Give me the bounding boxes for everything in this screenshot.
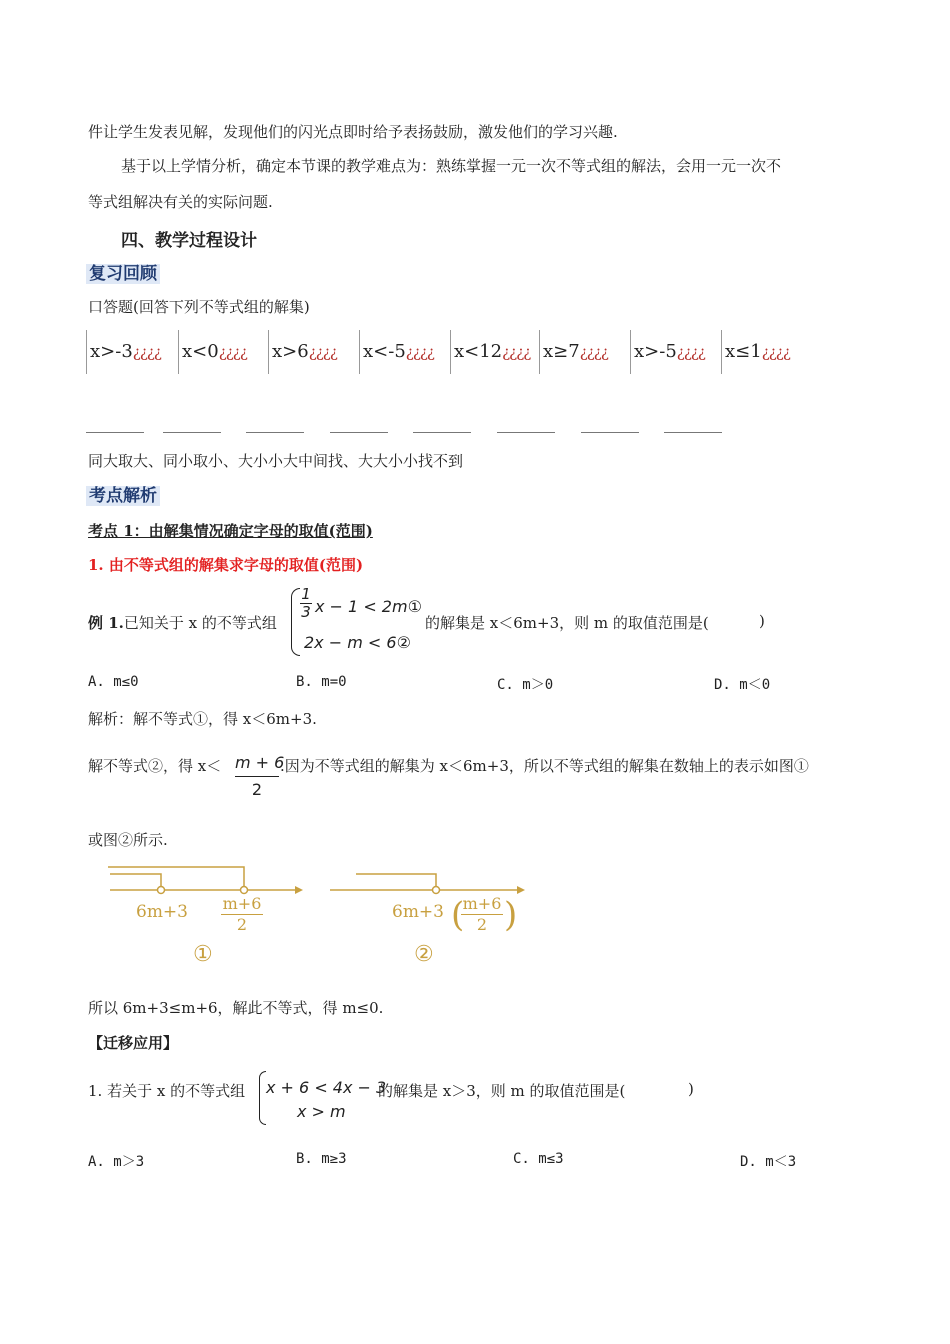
- paragraph-2-line2: 等式组解决有关的实际问题.: [88, 193, 273, 211]
- transfer-eq2: x > m: [297, 1102, 346, 1121]
- option-b: B. m=0: [296, 674, 347, 690]
- example-label: 例 1.已知关于 x 的不等式组: [88, 614, 277, 632]
- answer-blank: [246, 432, 304, 433]
- transfer-q1-pre: 1. 若关于 x 的不等式组: [88, 1082, 246, 1100]
- answer-blank: [581, 432, 639, 433]
- axis-arrow-1: [295, 886, 303, 894]
- inequality-system-7: x>-5¿¿¿¿: [630, 330, 705, 374]
- inequality-system-8: x≤1¿¿¿¿: [721, 330, 790, 374]
- transfer-q1-post: 的解集是 x＞3，则 m 的取值范围是(: [378, 1082, 626, 1100]
- transfer-option-c: C. m≤3: [513, 1151, 564, 1167]
- fraction-one-third: 1 3: [301, 585, 311, 621]
- answer-blank: [330, 432, 388, 433]
- fig1-tag: ①: [193, 942, 213, 967]
- section-title: 四、教学过程设计: [121, 231, 257, 251]
- system-brace: [291, 588, 300, 656]
- solution-line-2-post: .因为不等式组的解集为 x＜6m+3，所以不等式组的解集在数轴上的表示如图①: [280, 757, 809, 775]
- example-close-paren: ): [759, 612, 765, 630]
- figure-2: [330, 874, 525, 894]
- open-point-m6-2: [241, 887, 248, 894]
- fig1-label-6m3: 6m+3: [136, 902, 188, 922]
- inequality-system-6: x≥7¿¿¿¿: [539, 330, 608, 374]
- fig2-tag: ②: [414, 942, 434, 967]
- rule-text: 同大取大、同小取小、大小小大中间找、大大小小找不到: [88, 452, 464, 470]
- axis-arrow-2: [517, 886, 525, 894]
- solution-conclusion: 所以 6m+3≤m+6，解此不等式，得 m≤0.: [88, 999, 384, 1017]
- paragraph-1: 件让学生发表见解，发现他们的闪光点即时给予表扬鼓励，激发他们的学习兴趣.: [88, 123, 618, 141]
- solution-bracket-left: [110, 874, 161, 890]
- open-point-shared: [433, 887, 440, 894]
- fig2-label-6m3: 6m+3: [392, 902, 444, 922]
- fig2-label-fraction: m+6 2: [462, 894, 502, 934]
- oral-prompt: 口答题(回答下列不等式组的解集): [88, 298, 310, 316]
- transfer-label: 【迁移应用】: [88, 1034, 179, 1052]
- transfer-option-d: D. m＜3: [740, 1154, 797, 1170]
- option-a: A. m≤0: [88, 674, 139, 690]
- inequality-system-5: x<12¿¿¿¿: [450, 330, 530, 374]
- answer-blank: [664, 432, 722, 433]
- solution-line-2-pre: 解不等式②，得 x＜: [88, 757, 222, 775]
- review-label: 复习回顾: [86, 259, 160, 284]
- transfer-option-b: B. m≥3: [296, 1151, 347, 1167]
- system-brace: [259, 1071, 266, 1125]
- solution-bracket-right: [108, 867, 244, 890]
- answer-blank: [163, 432, 221, 433]
- paragraph-2-line1: 基于以上学情分析，确定本节课的教学难点为：熟练掌握一元一次不等式组的解法，会用一元一次不: [121, 157, 782, 175]
- sub-title: 1. 由不等式组的解集求字母的取值(范围): [88, 556, 364, 574]
- fig2-paren-right: ): [504, 895, 518, 935]
- solution-bracket: [356, 874, 436, 890]
- answer-blank: [497, 432, 555, 433]
- equation-1: x − 1 < 2m①: [315, 597, 422, 616]
- fig1-label-fraction: m+6 2: [222, 894, 262, 934]
- kaodian-title: 考点 1：由解集情况确定字母的取值(范围): [88, 522, 373, 540]
- transfer-option-a: A. m＞3: [88, 1154, 145, 1170]
- answer-blank: [413, 432, 471, 433]
- transfer-close-paren: ): [688, 1080, 694, 1098]
- inequality-system-4: x<-5¿¿¿¿: [359, 330, 434, 374]
- fig2-paren-left: (: [451, 895, 465, 935]
- figure-1: [108, 867, 303, 894]
- fraction-m-plus-6-over-2: m + 6 2: [235, 750, 279, 803]
- open-point-6m3: [158, 887, 165, 894]
- solution-line-3: 或图②所示.: [88, 831, 168, 849]
- option-d: D. m＜0: [714, 677, 771, 693]
- analysis-label: 考点解析: [86, 481, 160, 506]
- option-c: C. m＞0: [497, 677, 554, 693]
- inequality-system-3: x>6¿¿¿¿: [268, 330, 337, 374]
- inequality-system-1: x>-3¿¿¿¿: [86, 330, 161, 374]
- inequality-system-2: x<0¿¿¿¿: [178, 330, 247, 374]
- answer-blank: [86, 432, 144, 433]
- equation-2: 2x − m < 6②: [304, 633, 411, 652]
- example-condition: 的解集是 x＜6m+3，则 m 的取值范围是(: [425, 614, 709, 632]
- solution-line-1: 解析：解不等式①，得 x＜6m+3.: [88, 710, 317, 728]
- transfer-eq1: x + 6 < 4x − 3: [266, 1078, 387, 1097]
